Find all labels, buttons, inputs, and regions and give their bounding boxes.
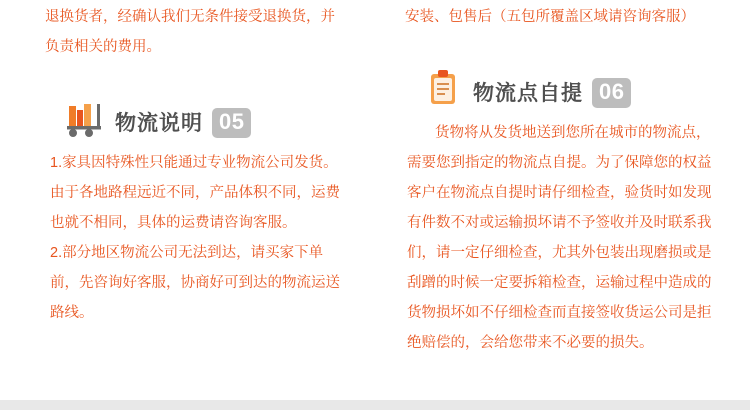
logistics-section-number: 05 — [212, 108, 251, 138]
pickup-paragraph-1: 货物将从发货地送到您所在城市的物流点，需要您到指定的物流点自提。为了保障您的权益客户在物流点自提时请仔细检查，验货时如发现有件数不对或运输损坏请不予签收并及时联系我们，请一定仔细检查，尤其外包装出现磨损或是刮蹭的时候一定要拆箱检查，运输过程中造成的货物损坏如不仔细检查而直接签收货运公司是拒绝赔偿的，会给您带来不必要的损失。 — [407, 125, 712, 351]
logistics-paragraph-2: 2.部分地区物流公司无法到达，请买家下单前，先咨询好客服，协商好可到达的物流运送路线。 — [50, 245, 340, 321]
logistics-section-header — [45, 96, 347, 138]
left-continued-paragraph: 退换货者，经确认我们无条件接受退换货，并负责相关的费用。 — [45, 9, 335, 55]
logistics-section-title: 物流说明 — [115, 112, 203, 135]
logistics-paragraph-1: 1.家具因特殊性只能通过专业物流公司发货。由于各地路程远近不同，产品体积不同，运费也就不相同，具体的运费请咨询客服。 — [50, 155, 340, 231]
pickup-section-title: 物流点自提 — [473, 82, 583, 105]
pickup-section-number: 06 — [592, 78, 631, 108]
right-column — [375, 0, 750, 410]
right-continued-paragraph: 安装、包售后（五包所覆盖区域请咨询客服） — [405, 9, 695, 25]
pickup-section-header — [395, 66, 720, 108]
clipboard-icon — [425, 66, 465, 108]
bottom-divider — [0, 400, 750, 410]
forklift-icon — [67, 96, 107, 138]
